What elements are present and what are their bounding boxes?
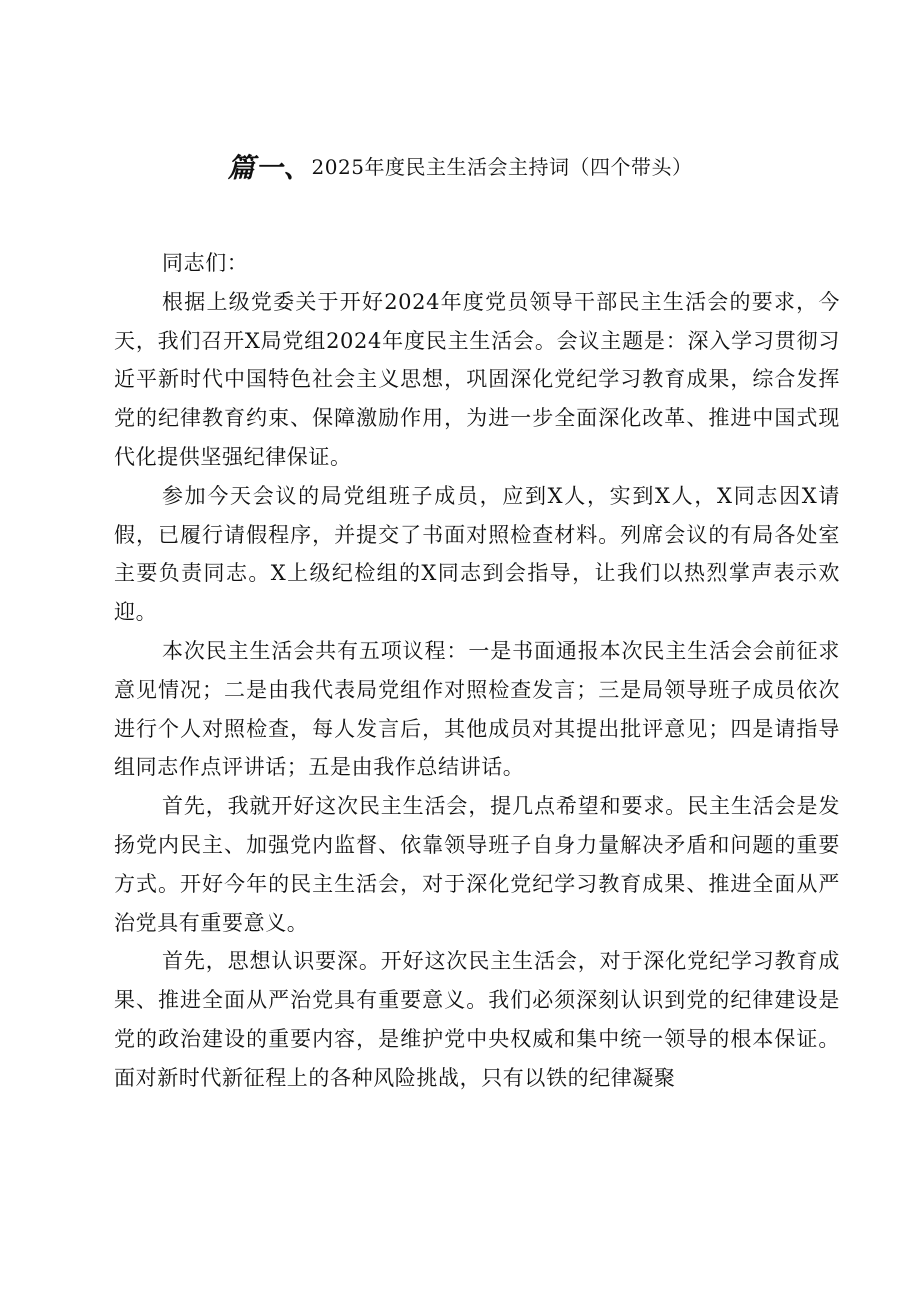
paragraph-5: 首先，思想认识要深。开好这次民主生活会，对于深化党纪学习教育成果、推进全面从严治党具有重要意义。我们必须深刻认识到党的纪律建设是党的政治建设的重要内容，是维护党中央权威和集中统一领导的根本保证。面对新时代新征程上的各种风险挑战，只有以铁的纪律凝聚 [114,949,840,1090]
salutation: 同志们： [162,251,249,275]
document-body [114,244,840,1098]
title-text: 2025年度民主生活会主持词（四个带头） [311,155,693,179]
paragraph-4: 首先，我就开好这次民主生活会，提几点希望和要求。民主生活会是发扬党内民主、加强党内监督、依靠领导班子自身力量解决矛盾和问题的重要方式。开好今年的民主生活会，对于深化党纪学习教育成果、推进全面从严治党具有重要意义。 [114,794,840,935]
paragraph-1: 根据上级党委关于开好2024年度党员领导干部民主生活会的要求，今天，我们召开X局党组2024年度民主生活会。会议主题是：深入学习贯彻习近平新时代中国特色社会主义思想，巩固深化党纪学习教育成果，综合发挥党的纪律教育约束、保障激励作用，为进一步全面深化改革、推进中国式现代化提供坚强纪律保证。 [114,289,840,469]
document-title [0,146,920,185]
paragraph-3: 本次民主生活会共有五项议程：一是书面通报本次民主生活会会前征求意见情况；二是由我代表局党组作对照检查发言；三是局领导班子成员依次进行个人对照检查，每人发言后，其他成员对其提出批评意见；四是请指导组同志作点评讲话；五是由我作总结讲话。 [114,638,840,780]
paragraph-2: 参加今天会议的局党组班子成员，应到X人，实到X人，X同志因X请假，已履行请假程序，并提交了书面对照检查材料。列席会议的有局各处室主要负责同志。X上级纪检组的X同志到会指导，让我们以热烈掌声表示欢迎。 [114,483,840,625]
title-prefix: 篇一、 [227,153,312,184]
